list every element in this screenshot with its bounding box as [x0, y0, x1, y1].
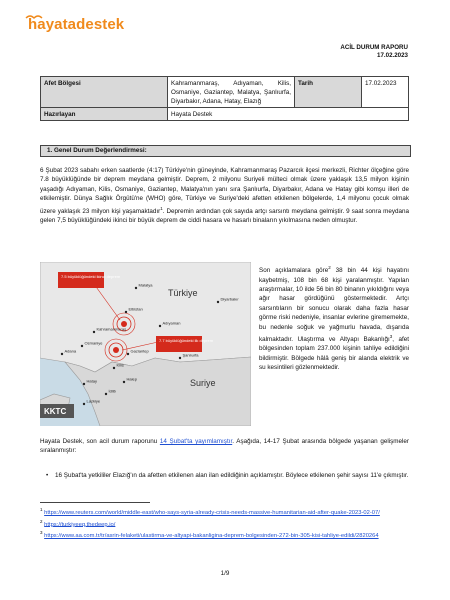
- city-dot: [83, 383, 85, 385]
- city-dot: [93, 331, 95, 333]
- page-number: 1/9: [220, 570, 230, 577]
- city-label: Malatya: [138, 282, 153, 288]
- previous-report-link[interactable]: 14 Şubat'ta yayımlamıştır: [159, 438, 233, 445]
- city-label: İdlib: [108, 388, 116, 394]
- para1-tail: . Depremin ardından çok sayıda artçı sarsıntı meydana gelmiştir. 9 saat sonra meydana gelen 7,5 büyüklüğündeki ikinci bir büyük deprem de ciddi hasara ve hasarlı binaların yıkılmasına neden olmuştur.: [40, 207, 409, 225]
- city-dot: [179, 357, 181, 359]
- paragraph-overview: [40, 166, 409, 226]
- footnote-3: [40, 529, 420, 541]
- bullet-dot-icon: •: [46, 472, 49, 479]
- hazirlayan-value: Hayata Destek: [168, 108, 409, 121]
- footnote-ref-3[interactable]: 3: [389, 333, 393, 339]
- city-label: Lazkiye: [86, 398, 101, 404]
- city-dot: [159, 325, 161, 327]
- city-label: Elbistan: [128, 306, 143, 312]
- city-label: Kahramanmaraş: [96, 326, 127, 332]
- para2-c: , afet bölgesinden toplam 237.000 kişinin tahliye edildiğini bildirmiştir. Bölgede hâlâ geniş bir alanda elektrik ve su kesintileri gözlenmektedir.: [259, 336, 409, 372]
- footnote-2-link[interactable]: https://turkiyeeq.thedeep.io/: [44, 521, 116, 528]
- para2-b: 38 bin 44 kişi hayatını kaybetmiş, 108 bin 68 kişi yaralanmıştır. Yapılan araştırmalar, 10 ilde 56 bin 80 binanın yıkıldığını veya ağır hasar gördüğünü göstermektedir. Artçı sarsıntıların bir sonucu olarak daha fazla hasar görme riski nedeniyle, insanlar evlerine girememekte, bu nedenle soğuk ve yağmurlu havada, dışarıda kalmaktadır. Ulaştırma ve Altyapı Bakanlığı: [259, 267, 409, 344]
- footnote-1-link[interactable]: https://www.reuters.com/world/middle-east/who-says-syria-already-crisis-needs-massive-humanitarian-aid-after-quake-2023-02-07/: [44, 509, 380, 516]
- footnotes: [40, 506, 420, 541]
- city-label: Adıyaman: [162, 320, 181, 326]
- city-label: Diyarbakır: [220, 296, 239, 302]
- city-dot: [81, 345, 83, 347]
- info-table: [40, 76, 409, 121]
- footnote-2-num: 2: [40, 518, 43, 524]
- label-kktc: KKTC: [44, 407, 67, 416]
- para3-a: Hayata Destek, son acil durum raporunu: [40, 438, 160, 445]
- footnote-3-num: 3: [40, 530, 43, 536]
- city-label: Adana: [64, 348, 77, 354]
- bullet-item: [46, 471, 409, 480]
- city-label: Halep: [126, 376, 137, 382]
- footnote-ref-2[interactable]: 2: [328, 265, 331, 270]
- tarih-value: 17.02.2023: [362, 77, 409, 108]
- paragraph-casualties: [259, 263, 409, 373]
- city-label: Şanlıurfa: [182, 352, 199, 358]
- city-label: Osmaniye: [84, 340, 103, 346]
- city-dot: [217, 301, 219, 303]
- report-title: ACİL DURUM RAPORU: [340, 44, 408, 51]
- footnote-1: [40, 506, 420, 518]
- section-heading: 1. Genel Durum Değerlendirmesi:: [40, 145, 411, 157]
- report-header: [340, 44, 408, 60]
- para2-a: Son açıklamalara göre: [259, 267, 329, 275]
- callout-second-quake-text: 7.5 büyüklüğündeki ikinci deprem: [61, 274, 121, 279]
- city-dot: [123, 381, 125, 383]
- footnote-divider: [40, 502, 150, 503]
- city-label: Kilis: [116, 362, 124, 368]
- city-dot: [105, 393, 107, 395]
- city-dot: [83, 403, 85, 405]
- paragraph-updates: [40, 437, 409, 456]
- city-dot: [127, 353, 129, 355]
- city-label: Hatay: [86, 378, 97, 384]
- hazirlayan-label: Hazırlayan: [41, 108, 168, 121]
- city-label: Gaziantep: [130, 348, 149, 354]
- city-dot: [125, 311, 127, 313]
- label-suriye: Suriye: [190, 378, 216, 388]
- para1-text: 6 Şubat 2023 sabahı erken saatlerde (4:17) Türkiye'nin güneyinde, Kahramanmaraş Pazarcık ilçesi merkezli, Richter ölçeğine göre 7.8 büyüklüğünde bir deprem meydana gelmiştir. Deprem, 2 milyonu Suriyeli mülteci olmak üzere yaklaşık 13,5 milyon kişinin yaşadığı Adıyaman, Kilis, Osmaniye, Gaziantep, Malatya'nın yanı sıra Şanlıurfa, Diyarbakır, Adana ve Hatay gibi komşu illeri de etkilemiştir. Dünya Sağlık Örgütü'ne (WHO) göre, Türkiye ve Suriye'deki afetten etkilenen bölgelerde, 1,4 milyonu çocuk olmak üzere yaklaşık 23 milyon kişi yaşamaktadır: [40, 167, 409, 215]
- report-date: 17.02.2023: [377, 52, 408, 59]
- footnote-2: [40, 518, 420, 530]
- logo-text: hayatadestek: [28, 16, 125, 33]
- city-dot: [113, 367, 115, 369]
- city-dot: [61, 353, 63, 355]
- callout-first-quake-text: 7.7 büyüklüğündeki ilk deprem: [159, 338, 214, 343]
- footnote-1-num: 1: [40, 507, 43, 512]
- label-turkiye: Türkiye: [168, 288, 198, 298]
- footnote-3-link[interactable]: https://www.aa.com.tr/tr/asrin-felaketi/ulastirma-ve-altyapi-bakanligina-deprem-bolgesinden-272-bin-305-kisi-tahliye-edildi/2820264: [44, 532, 379, 539]
- earthquake-map: [40, 262, 251, 426]
- city-dot: [135, 287, 137, 289]
- afet-label: Afet Bölgesi: [41, 77, 168, 108]
- para3-b: . Aşağıda, 14-17 Şubat arasında bölgede yaşanan gelişmeler sıralanmıştır:: [40, 438, 410, 455]
- bullet-text: 16 Şubat'ta yetkililer Elazığ'ın da afetten etkilenen alan ilan edildiğinin açıklamıştır. Böylece etkilenen şehir sayısı 11'e çıkmıştır.: [55, 472, 409, 479]
- tarih-label: Tarih: [295, 77, 362, 108]
- footnote-ref-1[interactable]: 1: [160, 205, 163, 211]
- afet-value: Kahramanmaraş, Adıyaman, Kilis, Osmaniye, Gaziantep, Malatya, Şanlıurfa, Diyarbakır, Adana, Hatay, Elazığ: [168, 77, 295, 108]
